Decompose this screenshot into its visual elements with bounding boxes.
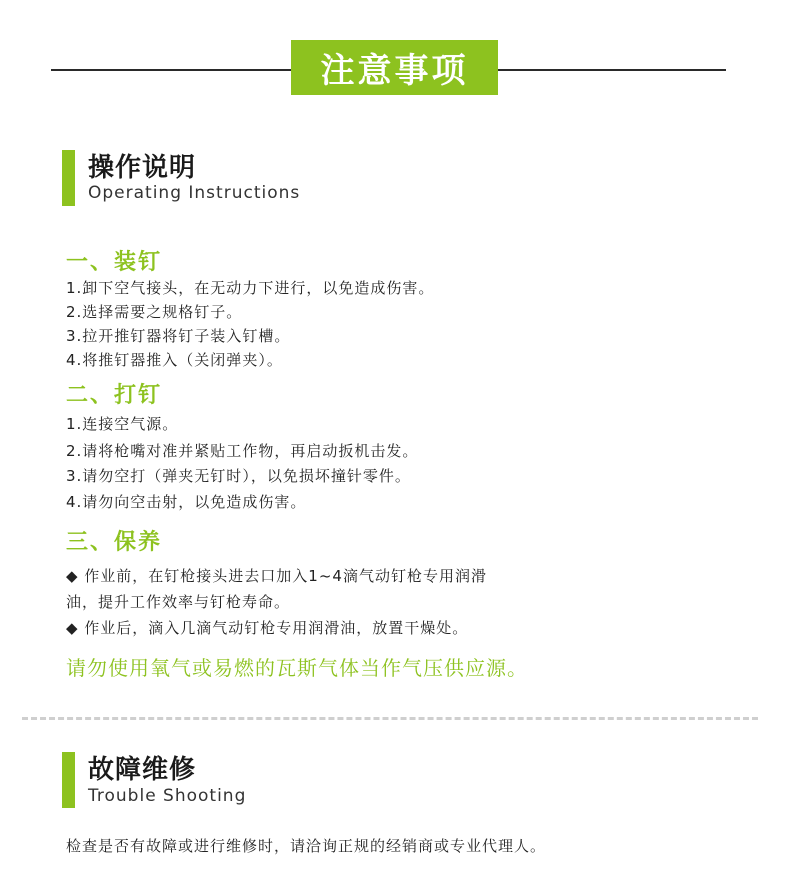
part1-heading: 一、装钉 xyxy=(66,250,163,275)
part1-line: 2.选择需要之规格钉子。 xyxy=(66,303,243,321)
section2-subtitle: Trouble Shooting xyxy=(88,786,247,806)
section2-title: 故障维修 xyxy=(88,755,197,785)
part1-line: 1.卸下空气接头，在无动力下进行，以免造成伤害。 xyxy=(66,279,435,297)
section2-accent-bar xyxy=(62,752,75,808)
part1-line: 3.拉开推钉器将钉子装入钉槽。 xyxy=(66,327,291,345)
warning-text: 请勿使用氧气或易燃的瓦斯气体当作气压供应源。 xyxy=(66,656,528,680)
section1-accent-bar xyxy=(62,150,75,206)
part3-line: 油，提升工作效率与钉枪寿命。 xyxy=(66,593,291,611)
part2-line: 1.连接空气源。 xyxy=(66,415,179,433)
section1-title: 操作说明 xyxy=(88,153,197,183)
section1-subtitle: Operating Instructions xyxy=(88,183,301,203)
part2-line: 2.请将枪嘴对准并紧贴工作物，再启动扳机击发。 xyxy=(66,442,419,460)
banner-title: 注意事项 xyxy=(291,40,498,95)
part2-line: 4.请勿向空击射，以免造成伤害。 xyxy=(66,493,307,511)
part3-heading: 三、保养 xyxy=(66,530,163,555)
part2-heading: 二、打钉 xyxy=(66,383,163,408)
part2-line: 3.请勿空打（弹夹无钉时），以免损坏撞针零件。 xyxy=(66,467,411,485)
banner-rule-right xyxy=(498,69,726,71)
contact-text: 检查是否有故障或进行维修时，请洽询正规的经销商或专业代理人。 xyxy=(66,837,547,855)
part3-line: ◆ 作业后，滴入几滴气动钉枪专用润滑油，放置干燥处。 xyxy=(66,619,469,637)
banner-rule-left xyxy=(51,69,291,71)
part1-line: 4.将推钉器推入（关闭弹夹）。 xyxy=(66,351,283,369)
part3-line: ◆ 作业前，在钉枪接头进去口加入1~4滴气动钉枪专用润滑 xyxy=(66,567,487,585)
dashed-divider xyxy=(22,717,758,720)
